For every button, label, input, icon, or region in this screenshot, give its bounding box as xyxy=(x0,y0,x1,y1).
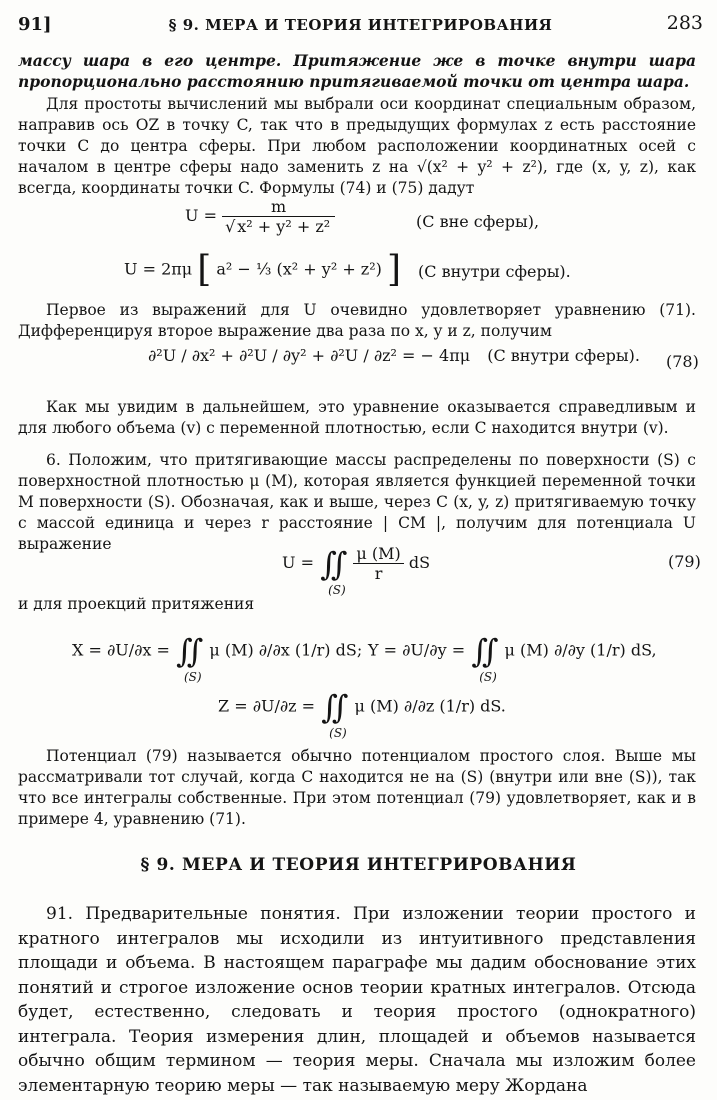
term-x: ∂²U / ∂x² xyxy=(148,346,216,365)
formula-z-projection xyxy=(218,688,506,740)
double-integral-sign: ∬ (S) xyxy=(321,688,349,740)
formula-y-projection xyxy=(368,632,657,684)
paragraph-1: массу шара в его центре. Притяжение же в точке внутри шара пропорционально расстоянию притягиваемой точки от центра шара. xyxy=(18,51,696,91)
equation-number-78: (78) xyxy=(666,352,699,371)
header-title: § 9. МЕРА И ТЕОРИЯ ИНТЕГРИРОВАНИЯ xyxy=(168,16,553,34)
formula-z-integrand: μ (M) ∂/∂z (1/r) dS. xyxy=(354,696,506,716)
formula-78-condition: (C внутри сферы). xyxy=(487,346,640,365)
formula-u-inside-body: a² − ⅓ (x² + y² + z²) xyxy=(216,259,382,279)
formula-79-differential: dS xyxy=(408,553,431,572)
condition-inside: (C внутри сферы). xyxy=(418,262,571,281)
sqrt-argument: x² + y² + z² xyxy=(237,217,331,236)
paragraph-6: и для проекций притяжения xyxy=(18,595,255,613)
term-z: ∂²U / ∂z² xyxy=(330,346,397,365)
fraction-numerator: m xyxy=(271,197,287,216)
formula-u-inside xyxy=(124,249,402,290)
formula-78: ∂²U / ∂x² + ∂²U / ∂y² + ∂²U / ∂z² = − 4πμ (C внутри сферы). xyxy=(148,346,640,365)
paragraph-8: 91. Предварительные понятия. При изложении теории простого и кратного интегралов мы исходили из интуитивного представления площади и объема. В настоящем параграфе мы дадим обоснование этих понятий и строгое изложение основ теории кратных интегралов. Отсюда будет, естественно, следовать и теория простого (однократного) интеграла. Теория измерения длин, площадей и объемов называется обычно общим термином — теория меры. Сначала мы изложим более элементарную теорию меры — так называемую меру Жордана xyxy=(18,904,696,1096)
right-bracket: ] xyxy=(386,249,402,290)
formula-z-lhs: Z = ∂U/∂z = xyxy=(218,696,316,716)
page-number: 283 xyxy=(666,12,703,34)
fraction-denominator: √ x² + y² + z² xyxy=(222,216,335,236)
integral-domain: (S) xyxy=(329,726,347,740)
equation-number-79: (79) xyxy=(668,552,701,571)
integral-domain: (S) xyxy=(328,582,346,597)
formula-79-lhs: U = xyxy=(282,553,314,572)
paragraph-7: Потенциал (79) называется обычно потенциалом простого слоя. Выше мы рассматривали тот случай, когда C находится не на (S) (внутри или вне (S)), так что все интегралы собственные. При этом потенциал (79) удовлетворяет, как и в примере 4, уравнению (71). xyxy=(18,747,696,828)
section-number: 91] xyxy=(18,14,52,35)
double-integral-sign: ∬ (S) xyxy=(320,544,348,597)
formula-x-integrand: μ (M) ∂/∂x (1/r) dS; xyxy=(209,640,363,660)
integral-domain: (S) xyxy=(479,670,497,684)
fraction-denominator: r xyxy=(353,563,403,583)
fraction xyxy=(353,544,403,583)
fraction xyxy=(222,197,335,236)
formula-78-rhs: = − 4πμ xyxy=(402,346,471,365)
fraction-numerator: μ (M) xyxy=(356,544,401,563)
formula-x-lhs: X = ∂U/∂x = xyxy=(72,640,170,660)
formula-y-lhs: Y = ∂U/∂y = xyxy=(368,640,466,660)
term-y: ∂²U / ∂y² xyxy=(239,346,307,365)
condition-outside: (C вне сферы), xyxy=(416,212,540,231)
formula-u-outside-lhs: U = xyxy=(185,206,217,225)
paragraph-2: Для простоты вычислений мы выбрали оси координат специальным образом, направив ось OZ в точку C, так что в предыдущих формулах z есть расстояние точки C до центра сферы. При любом расположении координатных осей с началом в центре сферы надо заменить z на √(x² + y² + z²), где (x, y, z), как всегда, координаты точки C. Формулы (74) и (75) дадут xyxy=(18,95,696,197)
formula-79 xyxy=(282,544,431,597)
double-integral-sign: ∬ (S) xyxy=(176,632,204,684)
formula-u-outside xyxy=(185,197,335,236)
formula-u-inside-lhs: U = 2πμ xyxy=(124,259,193,279)
double-integral-sign: ∬ (S) xyxy=(471,632,499,684)
section-heading: § 9. МЕРА И ТЕОРИЯ ИНТЕГРИРОВАНИЯ xyxy=(140,855,577,875)
running-header xyxy=(18,12,703,38)
paragraph-3: Первое из выражений для U очевидно удовлетворяет уравнению (71). Дифференцируя второе выражение два раза по x, y и z, получим xyxy=(18,301,696,340)
paragraph-5: 6. Положим, что притягивающие массы распределены по поверхности (S) с поверхностной плотностью μ (M), которая является функцией переменной точки M поверхности (S). Обозначая, как и выше, через C (x, y, z) притягиваемую точку с массой единица и через r расстояние | CM |, получим для потенциала U выражение xyxy=(18,451,696,553)
integral-domain: (S) xyxy=(184,670,202,684)
left-bracket: [ xyxy=(197,249,212,290)
formula-x-projection xyxy=(72,632,363,684)
formula-y-integrand: μ (M) ∂/∂y (1/r) dS, xyxy=(504,640,657,660)
paragraph-4: Как мы увидим в дальнейшем, это уравнение оказывается справедливым и для любого объема (v) с переменной плотностью, если C находится внутри (v). xyxy=(18,398,696,437)
